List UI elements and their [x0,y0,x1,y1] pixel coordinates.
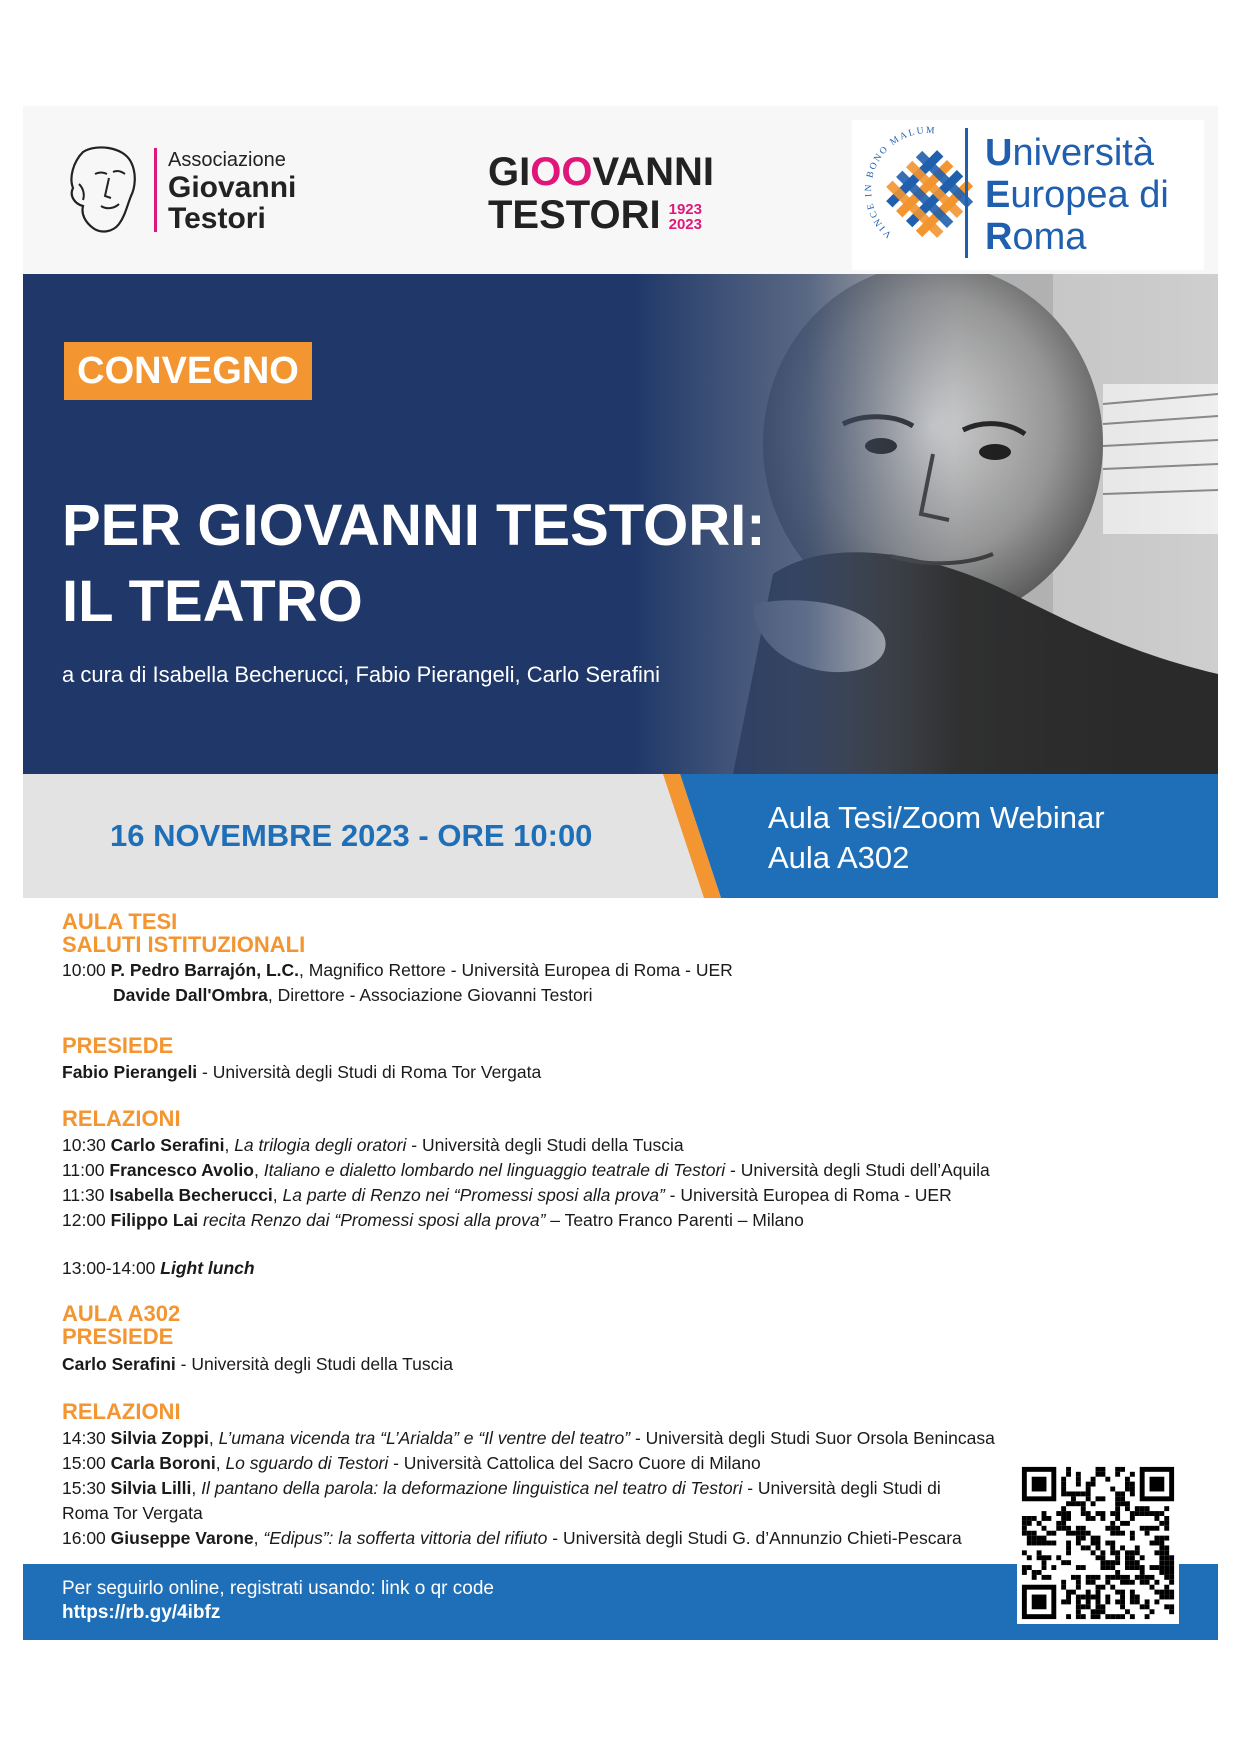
qr-code-icon[interactable] [1017,1462,1179,1624]
program-row: 10:00 P. Pedro Barrajón, L.C., Magnifico Rettore - Università Europea di Roma - UER [62,960,733,980]
event-title [62,488,766,640]
event-date: 16 NOVEMBRE 2023 - ORE 10:00 [110,818,593,853]
cent-highlight: OO [530,150,593,194]
cent-post: VANNI [592,150,714,194]
section-subtitle: SALUTI ISTITUZIONALI [62,932,306,957]
assoc-line1: Associazione [168,149,286,171]
university-seal-icon [860,116,1000,266]
association-logo-text [168,150,296,234]
footer-text: Per seguirlo online, registrati usando: link o qr code [62,1578,494,1599]
program-row: Davide Dall'Ombra, Direttore - Associazione Giovanni Testori [113,985,593,1005]
assoc-line2: Giovanni [168,171,297,204]
section-aula-a302 [62,1302,180,1348]
program-row: 15:00 Carla Boroni, Lo sguardo di Testori - Università Cattolica del Sacro Cuore di Milano [62,1453,761,1473]
section-relazioni-2: RELAZIONI [62,1399,181,1424]
cent-name: TESTORI [488,193,661,237]
seal-motto: VINCE IN BONO MALUM [864,125,937,240]
section-title: AULA A302 [62,1301,181,1326]
venue-line1: Aula Tesi/Zoom Webinar [768,800,1105,835]
assoc-divider [154,148,157,232]
uer-line2: Europea di [985,174,1169,216]
program-row: 15:30 Silvia Lilli, Il pantano della parola: la deformazione linguistica nel teatro di Testori - Università degli Studi di [62,1478,941,1498]
university-logo-text [985,132,1169,258]
centenary-line2 [488,195,714,235]
program-row: 11:30 Isabella Becherucci, La parte di Renzo nei “Promessi sposi alla prova” - Università Europea di Roma - UER [62,1185,952,1205]
centenary-logo [488,152,714,235]
cent-pre: GI [488,150,531,194]
cent-year-start: 1923 [668,201,702,218]
program-row: 14:30 Silvia Zoppi, L’umana vicenda tra “L’Arialda” e “Il ventre del teatro” - Università degli Studi Suor Orsola Benincasa [62,1428,995,1448]
uer-line1: Università [985,132,1154,174]
registration-link[interactable]: https://rb.gy/4ibfz [62,1602,221,1623]
curators: a cura di Isabella Becherucci, Fabio Pierangeli, Carlo Serafini [62,662,660,687]
section-presiede: PRESIEDE [62,1033,174,1058]
qr-code-graphic [1017,1462,1179,1624]
assoc-line3: Testori [168,202,266,235]
program-row: 10:30 Carlo Serafini, La trilogia degli oratori - Università degli Studi della Tuscia [62,1135,684,1155]
section-aula-tesi [62,910,305,956]
title-line2: IL TEATRO [62,569,363,634]
section-relazioni: RELAZIONI [62,1106,181,1131]
centenary-line1 [488,152,714,192]
program-row: Carlo Serafini - Università degli Studi della Tuscia [62,1354,454,1374]
venue-line2: Aula A302 [768,840,910,875]
program-row: 16:00 Giuseppe Varone, “Edipus”: la sofferta vittoria del rifiuto - Università degli Studi G. d’Annunzio Chieti-Pescara [62,1528,962,1548]
program-row: Fabio Pierangeli - Università degli Studi di Roma Tor Vergata [62,1062,542,1082]
university-divider [965,128,968,258]
cent-years [669,202,702,232]
cent-year-end: 2023 [668,216,702,233]
title-line1: PER GIOVANNI TESTORI: [62,493,766,558]
testori-portrait-logo [65,144,145,236]
uer-line3: Roma [985,216,1087,258]
lunch-row: 13:00-14:00 Light lunch [62,1258,255,1278]
section-title: AULA TESI [62,909,178,934]
event-venue [768,798,1105,878]
program-row: 11:00 Francesco Avolio, Italiano e dialetto lombardo nel linguaggio teatrale di Testori - Università degli Studi dell’Aquila [62,1160,990,1180]
section-subtitle: PRESIEDE [62,1324,174,1349]
program-row-cont: Roma Tor Vergata [62,1503,203,1523]
program-row: 12:00 Filippo Lai recita Renzo dai “Promessi sposi alla prova” – Teatro Franco Parenti – Milano [62,1210,804,1230]
convegno-badge: CONVEGNO [64,342,312,400]
